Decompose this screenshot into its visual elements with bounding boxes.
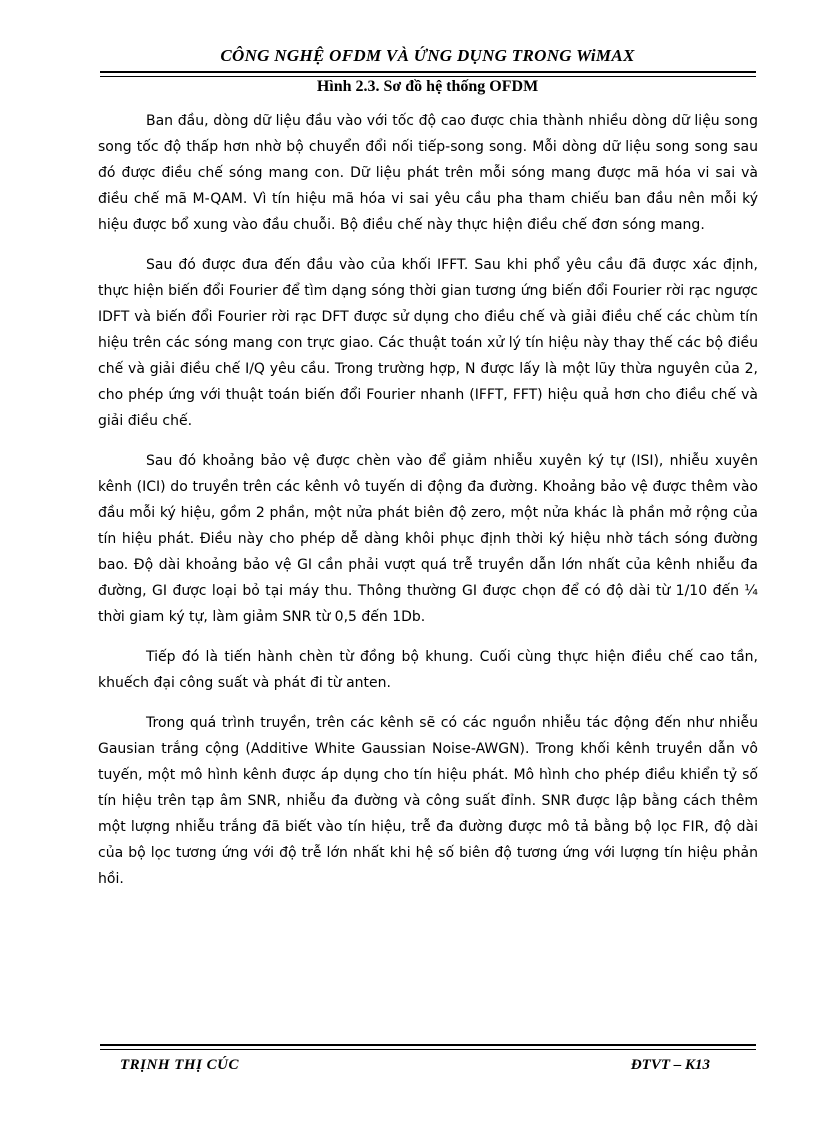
paragraph: Tiếp đó là tiến hành chèn từ đồng bộ khung. Cuối cùng thực hiện điều chế cao tần, khuếch đại công suất và phát đi từ anten. [98,649,758,691]
page-header-title: CÔNG NGHỆ OFDM VÀ ỨNG DỤNG TRONG WiMAX [220,46,635,65]
body-text [98,108,758,906]
footer-class-code: ĐTVT – K13 [630,1057,710,1073]
paragraph: Ban đầu, dòng dữ liệu đầu vào với tốc độ cao được chia thành nhiều dòng dữ liệu song song tốc độ thấp hơn nhờ bộ chuyển đổi nối tiếp-song song. Mỗi dòng dữ liệu song song sau đó được điều chế sóng mang con. Dữ liệu phát trên mỗi sóng mang được mã hóa vi sai và điều chế mã M-QAM. Vì tín hiệu mã hóa vi sai yêu cầu pha tham chiếu ban đầu nên mỗi ký hiệu được bổ xung vào đầu chuỗi. Bộ điều chế này thực hiện điều chế đơn sóng mang. [98,113,758,233]
paragraph: Sau đó được đưa đến đầu vào của khối IFFT. Sau khi phổ yêu cầu đã được xác định, thực hiện biến đổi Fourier để tìm dạng sóng thời gian tương ứng biến đổi Fourier rời rạc ngược IDFT và biến đổi Fourier rời rạc DFT được sử dụng cho điều chế và giải điều chế các chùm tín hiệu trên các sóng mang con trực giao. Các thuật toán xử lý tín hiệu này thay thế các bộ điều chế và giải điều chế I/Q yêu cầu. Trong trường hợp, N được lấy là một lũy thừa nguyên của 2, cho phép ứng với thuật toán biến đổi Fourier nhanh (IFFT, FFT) hiệu quả hơn cho điều chế và giải điều chế. [98,257,758,429]
figure-caption: Hình 2.3. Sơ đồ hệ thống OFDM [316,78,539,95]
paragraph: Sau đó khoảng bảo vệ được chèn vào để giảm nhiễu xuyên ký tự (ISI), nhiễu xuyên kênh (ICI) do truyền trên các kênh vô tuyến di động đa đường. Khoảng bảo vệ được thêm vào đầu mỗi ký hiệu, gồm 2 phần, một nửa phát biên độ zero, một nửa khác là phần mở rộng của tín hiệu phát. Điều này cho phép dễ dàng khôi phục định thời ký hiệu nhờ tách sóng đường bao. Độ dài khoảng bảo vệ GI cần phải vượt quá trễ truyền dẫn lớn nhất của kênh nhiễu đa đường, GI được loại bỏ tại máy thu. Thông thường GI được chọn để có độ dài từ 1/10 đến ¼ thời giam ký tự, làm giảm SNR từ 0,5 đến 1Db. [98,453,758,625]
paragraph: Trong quá trình truyền, trên các kênh sẽ có các nguồn nhiễu tác động đến như nhiễu Gausian trắng cộng (Additive White Gaussian Noise-AWGN). Trong khối kênh truyền dẫn vô tuyến, một mô hình kênh được áp dụng cho tín hiệu phát. Mô hình cho phép điều khiển tỷ số tín hiệu trên tạp âm SNR, nhiễu đa đường và công suất đỉnh. SNR được lập bằng cách thêm một lượng nhiễu trắng đã biết vào tín hiệu, trễ đa đường được mô tả bằng bộ lọc FIR, độ dài của bộ lọc tương ứng với độ trễ lớn nhất khi hệ số biên độ tương ứng với lượng tín hiệu phản hồi. [98,715,758,887]
header-divider [100,71,756,77]
footer-author: TRỊNH THỊ CÚC [120,1057,240,1073]
footer-divider [100,1044,756,1050]
